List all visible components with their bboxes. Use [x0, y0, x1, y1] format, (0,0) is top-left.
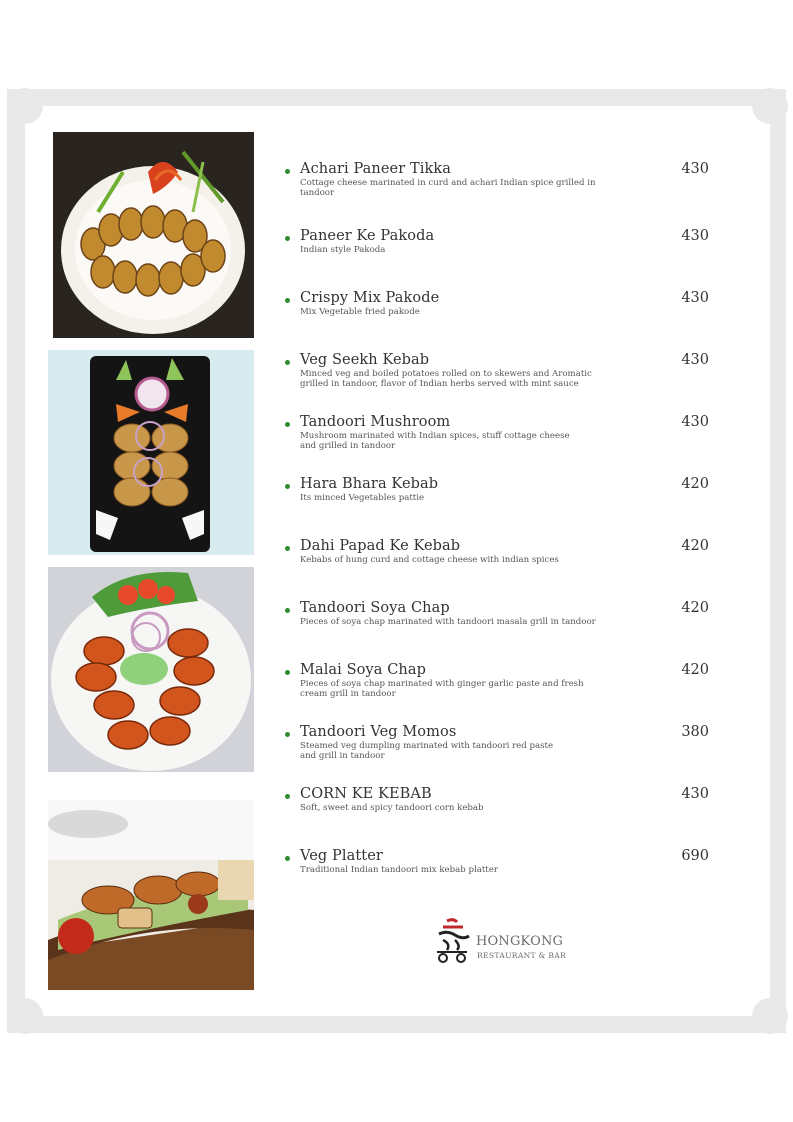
bullet-icon [285, 236, 290, 241]
item-description: Pieces of soya chap marinated with ginger garlic paste and fresh cream grill in tandoor [300, 679, 584, 699]
card-corner [752, 998, 788, 1034]
menu-item [283, 786, 713, 840]
menu-item [283, 414, 713, 468]
menu-item [283, 161, 713, 215]
item-name: Veg Platter [300, 848, 383, 864]
bullet-icon [285, 856, 290, 861]
item-description: Minced veg and boiled potatoes rolled on to skewers and Aromatic grilled in tandoor, flavor of Indian herbs served with mint sauce [300, 369, 592, 389]
item-price: 380 [681, 724, 709, 740]
bullet-icon [285, 546, 290, 551]
menu-item [283, 848, 713, 902]
item-description: Mix Vegetable fried pakode [300, 307, 420, 317]
bullet-icon [285, 422, 290, 427]
item-description: Kebabs of hung curd and cottage cheese with indian spices [300, 555, 559, 565]
menu-item [283, 476, 713, 530]
bullet-icon [285, 360, 290, 365]
kebab-platter-photo [48, 800, 254, 990]
card-corner [752, 88, 788, 124]
menu-item [283, 600, 713, 654]
bullet-icon [285, 732, 290, 737]
item-price: 430 [681, 352, 709, 368]
item-name: Achari Paneer Tikka [300, 161, 451, 177]
restaurant-logo [433, 918, 583, 964]
item-description: Soft, sweet and spicy tandoori corn kebab [300, 803, 484, 813]
card-corner [7, 88, 43, 124]
item-name: Veg Seekh Kebab [300, 352, 430, 368]
item-price: 430 [681, 161, 709, 177]
item-name: Tandoori Veg Momos [300, 724, 457, 740]
bullet-icon [285, 298, 290, 303]
item-name: Paneer Ke Pakoda [300, 228, 435, 244]
item-description: Steamed veg dumpling marinated with tandoori red paste and grill in tandoor [300, 741, 554, 761]
bullet-icon [285, 169, 290, 174]
item-name: Tandoori Soya Chap [300, 600, 450, 616]
menu-item [283, 662, 713, 716]
item-name: Crispy Mix Pakode [300, 290, 440, 306]
menu-item [283, 290, 713, 344]
logo-name: HONGKONG [476, 934, 564, 949]
item-price: 430 [681, 414, 709, 430]
item-price: 430 [681, 290, 709, 306]
item-name: Dahi Papad Ke Kebab [300, 538, 461, 554]
bullet-icon [285, 484, 290, 489]
menu-item [283, 352, 713, 406]
card-corner [7, 998, 43, 1034]
item-description: Indian style Pakoda [300, 245, 386, 255]
item-description: Mushroom marinated with Indian spices, stuff cottage cheese and grilled in tandoor [300, 431, 570, 451]
item-price: 430 [681, 786, 709, 802]
menu-item [283, 538, 713, 592]
bullet-icon [285, 670, 290, 675]
menu-item [283, 724, 713, 778]
item-price: 430 [681, 228, 709, 244]
item-description: Pieces of soya chap marinated with tandoori masala grill in tandoor [300, 617, 596, 627]
item-price: 420 [681, 538, 709, 554]
item-description: Its minced Vegetables pattie [300, 493, 425, 503]
logo-mark-icon [433, 918, 473, 964]
item-name: Malai Soya Chap [300, 662, 426, 678]
item-price: 420 [681, 662, 709, 678]
item-price: 420 [681, 476, 709, 492]
item-price: 690 [681, 848, 709, 864]
bullet-icon [285, 794, 290, 799]
bullet-icon [285, 608, 290, 613]
item-name: Hara Bhara Kebab [300, 476, 439, 492]
paneer-tikka-photo [53, 132, 254, 338]
item-name: Tandoori Mushroom [300, 414, 451, 430]
item-description: Cottage cheese marinated in curd and achari Indian spice grilled in tandoor [300, 178, 596, 198]
seekh-kebab-photo [48, 350, 254, 555]
logo-subtitle: RESTAURANT & BAR [477, 951, 567, 960]
menu-item [283, 228, 713, 282]
item-name: CORN KE KEBAB [300, 786, 432, 802]
item-price: 420 [681, 600, 709, 616]
soya-chap-photo [48, 567, 254, 772]
item-description: Traditional Indian tandoori mix kebab platter [300, 865, 498, 875]
